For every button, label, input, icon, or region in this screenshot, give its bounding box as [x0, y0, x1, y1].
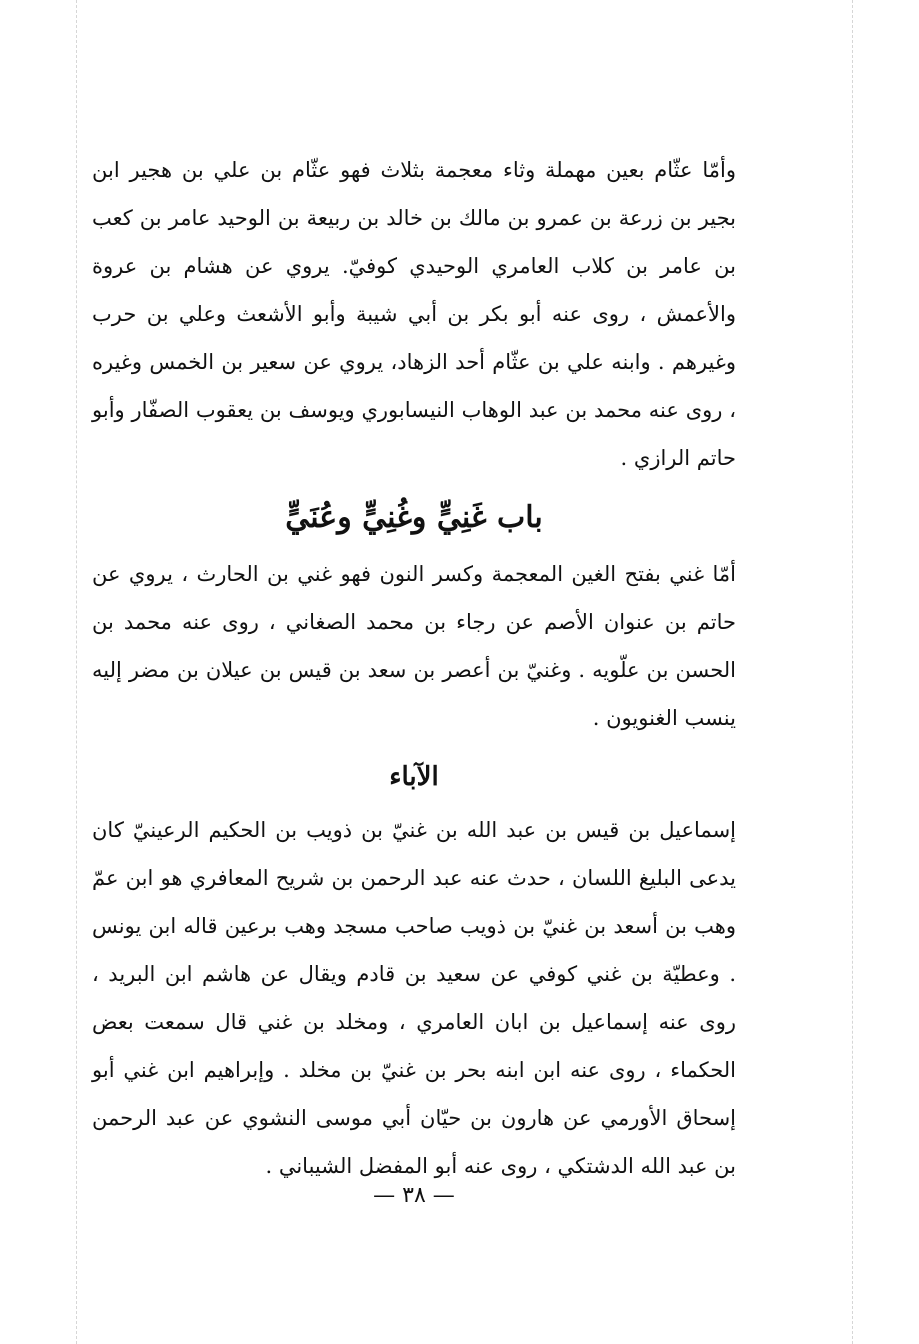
right-margin-guide	[852, 0, 853, 1344]
paragraph-text: إسماعيل بن قيس بن عبد الله بن غنيّ بن ذويب بن الحكيم الرعينيّ كان يدعى البليغ اللسان ، حدث عنه عبد الرحمن بن شريح المعافري هو ابن عمّ وهب بن أسعد بن غنيّ بن ذويب صاحب مسجد وهب برعين قاله ابن يونس . وعطيّة بن غني كوفي عن سعيد بن قادم ويقال عن هاشم ابن البريد ، روى عنه إسماعيل بن ابان العامري ، ومخلد بن غني قال سمعت بعض الحكماء ، روى عنه ابن ابنه بحر بن غنيّ بن مخلد . وإبراهيم ابن غني أبو إسحاق الأورمي عن هارون بن حيّان أبي موسى النشوي عن عبد الرحمن بن عبد الله الدشتكي ، روى عنه أبو المفضل الشيباني .	[92, 818, 736, 1178]
paragraph-uththam	[92, 146, 736, 482]
paragraph-text: أمّا غني بفتح الغين المعجمة وكسر النون فهو غني بن الحارث ، يروي عن حاتم بن عنوان الأصم عن رجاء بن محمد الصغاني ، روى عنه محمد بن الحسن بن علّويه . وغنيّ بن أعصر بن سعد بن قيس بن عيلان بن مضر إليه ينسب الغنويون .	[92, 562, 736, 730]
left-margin-guide	[76, 0, 77, 1344]
paragraph-ghani	[92, 550, 736, 742]
paragraph-text: وأمّا عثّام بعين مهملة وثاء معجمة بثلاث فهو عثّام بن علي بن هجير ابن بجير بن زرعة بن عمرو بن مالك بن خالد بن ربيعة بن الوحيد عامر بن كعب بن عامر بن كلاب العامري الوحيدي كوفيّ. يروي عن هشام بن عروة والأعمش ، روى عنه أبو بكر بن أبي شيبة وأبو الأشعث وعلي بن حرب وغيرهم . وابنه علي بن عثّام أحد الزهاد، يروي عن سعير بن الخمس وغيره ، روى عنه محمد بن عبد الوهاب النيسابوري ويوسف بن يعقوب الصفّار وأبو حاتم الرازي .	[92, 158, 736, 470]
page-number: — ٣٨ —	[373, 1183, 455, 1208]
section-heading-ghani: باب غَنِيٍّ وغُنِيٍّ وعُنَيٍّ	[285, 500, 543, 535]
subsection-heading-aba: الآباء	[389, 762, 439, 792]
paragraph-aba	[92, 806, 736, 1190]
